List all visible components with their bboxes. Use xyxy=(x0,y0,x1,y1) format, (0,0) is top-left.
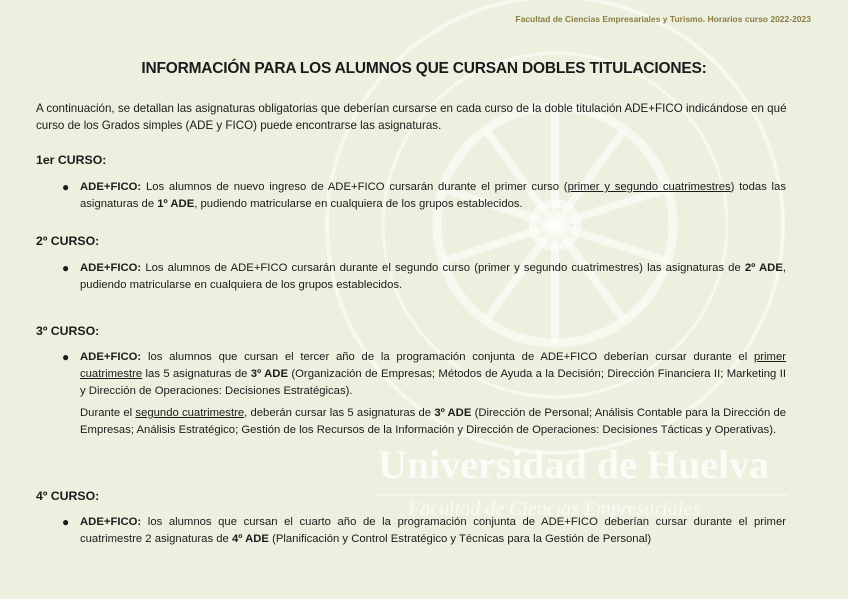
section-3-text-first: ADE+FICO: los alumnos que cursan el tercer año de la programación conjunta de ADE+FICO deberían cursar durante el primer cuatrimestre las 5 asignaturas de 3º ADE (Organización de Empresas; Métodos de Ayuda a la Decisión; Dirección Financiera II; Marketing II y Dirección de Operaciones: Decisiones Estratégicas). xyxy=(80,351,786,397)
bullet-icon: ● xyxy=(62,350,70,364)
bullet-icon: ● xyxy=(62,261,70,275)
section-3-text-second: Durante el segundo cuatrimestre, deberán cursar las 5 asignaturas de 3º ADE (Dirección de Personal; Análisis Contable para la Dirección de Empresas; Análisis Estratégico; Gestión de los Recursos de la Información y Dirección de Operaciones: Decisiones Tácticas y Operativas). xyxy=(80,407,787,436)
faculty-schedule-header: Facultad de Ciencias Empresariales y Turismo. Horarios curso 2022-2023 xyxy=(515,14,811,24)
page-title: INFORMACIÓN PARA LOS ALUMNOS QUE CURSAN DOBLES TITULACIONES: xyxy=(141,60,707,77)
watermark-university: Universidad de Huelva xyxy=(378,442,770,487)
section-3-bullet xyxy=(62,349,786,439)
section-heading-3: 3º CURSO: xyxy=(36,324,100,338)
section-heading-4: 4º CURSO: xyxy=(36,489,100,503)
section-4-text: ADE+FICO: los alumnos que cursan el cuarto año de la programación conjunta de ADE+FICO deberían cursar durante el primer cuatrimestre 2 asignaturas de 4º ADE (Planificación y Control Estratégico y Técnicas para la Gestión de Personal) xyxy=(80,516,786,545)
bullet-icon: ● xyxy=(62,515,70,529)
section-2-text: ADE+FICO: Los alumnos de ADE+FICO cursarán durante el segundo curso (primer y segundo cuatrimestres) las asignaturas de 2º ADE, pudiendo matricularse en cualquiera de los grupos establecidos. xyxy=(80,262,786,291)
section-heading-1: 1er CURSO: xyxy=(36,153,107,167)
section-4-bullet xyxy=(62,514,786,548)
bullet-icon: ● xyxy=(62,180,70,194)
intro-paragraph: A continuación, se detallan las asignaturas obligatorias que deberían cursarse en cada curso de la doble titulación ADE+FICO indicándose en qué curso de los Grados simples (ADE y FICO) puede encontrarse las asignaturas. xyxy=(36,102,787,132)
section-2-bullet xyxy=(62,260,786,294)
watermark-faculty: Facultad de Ciencias Empresariales xyxy=(408,498,700,520)
section-heading-2: 2º CURSO: xyxy=(36,234,100,248)
section-1-text: ADE+FICO: Los alumnos de nuevo ingreso de ADE+FICO cursarán durante el primer curso (primer y segundo cuatrimestres) todas las asignaturas de 1º ADE, pudiendo matricularse en cualquiera de los grupos establecidos. xyxy=(80,181,786,210)
section-1-bullet xyxy=(62,179,786,213)
